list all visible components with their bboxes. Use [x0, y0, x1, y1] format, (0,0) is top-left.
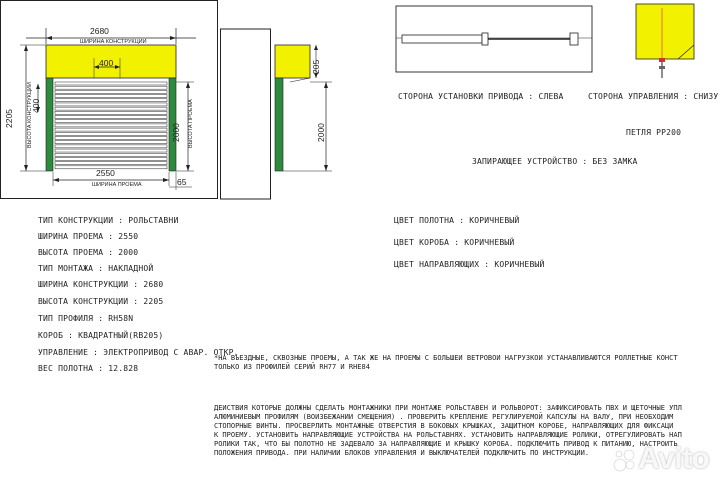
shutter-slat — [55, 103, 167, 106]
dim-height-total-caption: ВЫСОТА КОНСТРУКЦИИ — [27, 82, 33, 148]
shutter-slat — [55, 99, 167, 102]
box-side — [275, 45, 310, 78]
dim-width-total: 2680 — [90, 26, 109, 36]
shutter-slat — [55, 157, 167, 160]
shutter-slat — [55, 95, 167, 98]
dim-guide-width: 65 — [177, 177, 187, 187]
install-line: ПОЛОЖЕНИЯ ПРИВОДА. ПРИ НАЛИЧИИ БЛОКОВ УПРАВЛЕНИЯ И ВЫКЛЮЧАТЕЛЕЙ ПОДКЛЮЧИТЬ ПО ИНСТРУКЦИИ. — [214, 449, 590, 457]
shutter-slat — [55, 107, 167, 110]
spec-control: УПРАВЛЕНИЕ : ЭЛЕКТРОПРИВОД С АВАР. ОТКР. — [38, 348, 239, 357]
shutter-slat — [55, 116, 167, 119]
dim-opening-width-caption: ШИРИНА ПРОЕМА — [92, 182, 142, 188]
install-line: ДЕЙСТВИЯ КОТОРЫЕ ДОЛЖНЫ СДЕЛАТЬ МОНТАЖНИКИ ПРИ МОНТАЖЕ РОЛЬСТАВЕН И РОЛЬВОРОТ: ЗАФИКСИРОВАТЬ ПВХ И ЩЕТОЧНЫЕ УПЛ — [214, 404, 682, 412]
install-line: РОЛИКИ ТАК, ЧТО БЫ ПОЛОТНО НЕ ЗАДЕВАЛО ЗА НАПРАВЛЯЮЩИЕ И КРЫШКУ КОРОБА. ПОДКЛЮЧИТЬ ПРИВОД К ПИТАНИЮ, НАСТРОИТЬ — [214, 440, 678, 448]
shutter-slat — [55, 153, 167, 156]
dim-box-width: 400 — [99, 58, 114, 68]
avito-dots-icon — [612, 448, 638, 474]
spec-construction-width: ШИРИНА КОНСТРУКЦИИ : 2680 — [38, 280, 164, 289]
drive-detail-drawing — [390, 0, 600, 80]
shutter-slat — [55, 132, 167, 135]
shutter-slat — [55, 162, 167, 165]
spec-box: КОРОБ : КВАДРАТНЫЙ(RB205) — [38, 331, 164, 340]
shutter-slat — [55, 136, 167, 139]
avito-logo-text: Avito — [638, 442, 710, 475]
guide-side — [275, 78, 283, 171]
install-line: АЛЮМИНИЕВЫМ ПРОФИЛЯМ (ВОИЗБЕЖАНИИ СМЕЩЕНИЯ) . ПРОВЕРИТЬ КРЕПЛЕНИЕ РЕГУЛИРУЕМОЙ КАПСУЛЫ НА ВАЛУ, ПРИ НЕОБХОДИМ — [214, 413, 674, 421]
drive-motor — [402, 35, 482, 43]
shutter-slat — [55, 111, 167, 114]
spec-box-color: ЦВЕТ КОРОБА : КОРИЧНЕВЫЙ — [394, 238, 515, 247]
spec-opening-width: ШИРИНА ПРОЕМА : 2550 — [38, 232, 139, 241]
control-side-label: СТОРОНА УПРАВЛЕНИЯ : СНИЗУ — [588, 92, 719, 101]
lock-label: ЗАПИРАЮЩЕЕ УСТРОЙСТВО : БЕЗ ЗАМКА — [472, 157, 638, 166]
guide-left — [46, 78, 53, 171]
dim-side-box-height: 205 — [311, 59, 321, 74]
shutter-slat — [55, 82, 167, 85]
dim-opening-width: 2550 — [96, 168, 115, 178]
dim-height-total: 2205 — [4, 109, 14, 128]
shutter-slat — [55, 128, 167, 131]
shutter-slat — [55, 124, 167, 127]
wind-note-line1: *НА ВЪЕЗДНЫЕ, СКВОЗНЫЕ ПРОЕМЫ, А ТАК ЖЕ НА ПРОЕМЫ С БОЛЬШЕЙ ВЕТРОВОЙ НАГРУЗКОЙ УСТАНАВЛИВАЮТСЯ РОЛЛЕТНЫЕ КОНСТ — [214, 354, 678, 362]
spec-opening-height: ВЫСОТА ПРОЕМА : 2000 — [38, 248, 139, 257]
spec-curtain-color: ЦВЕТ ПОЛОТНА : КОРИЧНЕВЫЙ — [394, 216, 520, 225]
control-detail-drawing — [630, 0, 720, 90]
shutter-slat — [55, 141, 167, 144]
dim-opening-height-caption: ВЫСОТА ПРОЕМА — [188, 99, 194, 148]
spec-guide-color: ЦВЕТ НАПРАВЛЯЮЩИХ : КОРИЧНЕВЫЙ — [394, 260, 545, 269]
side-view-drawing — [220, 0, 340, 200]
dim-opening-height: 2000 — [171, 123, 181, 142]
dim-side-opening-height: 2000 — [316, 123, 326, 142]
shutter-slat — [55, 145, 167, 148]
spec-construction-type: ТИП КОНСТРУКЦИИ : РОЛЬСТАВНИ — [38, 216, 179, 225]
spec-mount-type: ТИП МОНТАЖА : НАКЛАДНОЙ — [38, 264, 154, 273]
drive-side-label: СТОРОНА УСТАНОВКИ ПРИВОДА : СЛЕВА — [398, 92, 564, 101]
install-line: СТОПОРНЫЕ ВИНТЫ. ПРОСВЕРЛИТЬ МОНТАЖНЫЕ ОТВЕРСТИЯ В БОКОВЫХ КРЫШКАХ, ЗАЩИТНОМ КОРОБЕ, НАПРАВЛЯЮЩИХ ДЛЯ ФИКСАЦИ — [214, 422, 674, 430]
spec-weight: ВЕС ПОЛОТНА : 12.828 — [38, 364, 139, 373]
dim-width-total-caption: ШИРИНА КОНСТРУКЦИИ — [80, 39, 147, 45]
install-line: К ПРОЕМУ. УСТАНОВИТЬ НАПРАВЛЯЮЩИЕ УСТРОЙСТВА НА РОЛЬСТАВНЯХ. УСТАНОВИТЬ НАПРАВЛЯЮЩИЕ РОЛИКИ, ОТРЕГУЛИРОВАТЬ НАП — [214, 431, 682, 439]
loop-label: ПЕТЛЯ PP200 — [626, 128, 682, 137]
shutter-slat — [55, 90, 167, 93]
wind-note-line2: ТОЛЬКО ИЗ ПРОФИЛЕЙ СЕРИЙ RH77 И RHE84 — [214, 363, 370, 371]
shutter-slat — [55, 149, 167, 152]
shutter-slat — [55, 86, 167, 89]
avito-watermark — [612, 444, 712, 476]
dim-box-height: 400 — [31, 98, 41, 113]
spec-construction-height: ВЫСОТА КОНСТРУКЦИИ : 2205 — [38, 297, 164, 306]
shutter-slat — [55, 120, 167, 123]
spec-profile-type: ТИП ПРОФИЛЯ : RH58N — [38, 314, 134, 323]
shutter-slats — [55, 82, 167, 169]
